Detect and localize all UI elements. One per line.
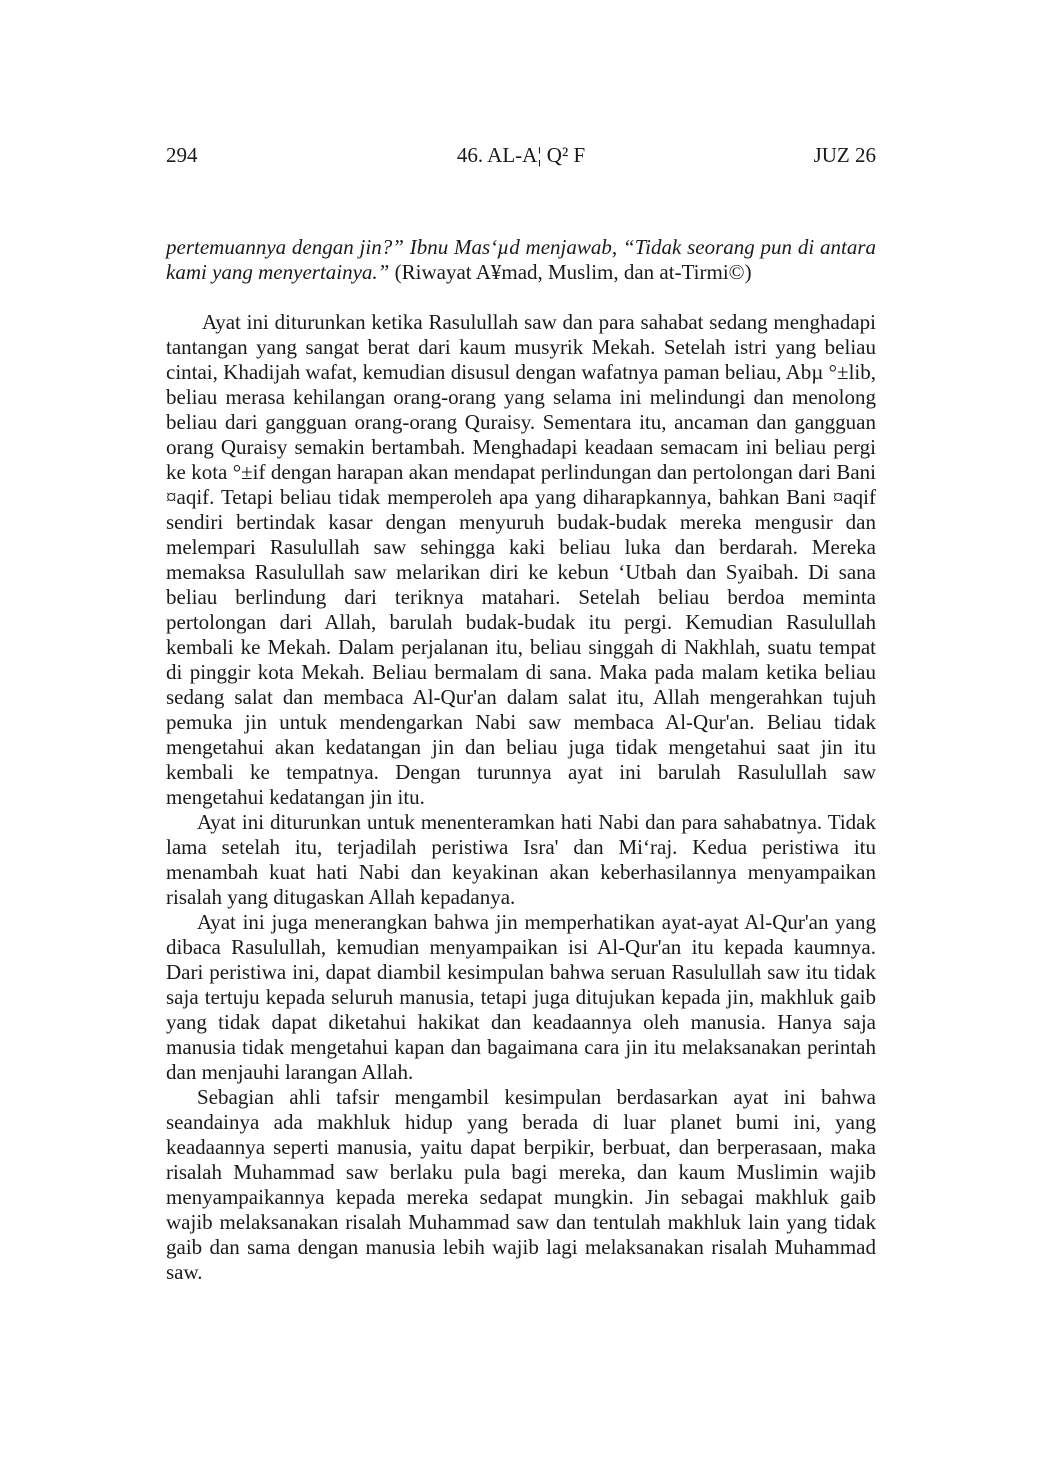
page-body [166, 235, 876, 1285]
chapter-title: 46. AL-A¦ Q² F [456, 143, 586, 167]
page-number: 294 [166, 143, 198, 167]
paragraph: Sebagian ahli tafsir mengambil kesimpulan berdasarkan ayat ini bahwa seandainya ada makhluk hidup yang berada di luar planet bumi ini, yang keadaannya seperti manusia, yaitu dapat berpikir, berbuat, dan berperasaan, maka risalah Muhammad saw berlaku pula bagi mereka, dan kaum Muslimin wajib menyampaikannya kepada mereka sedapat mungkin. Jin sebagai makhluk gaib wajib melaksanakan risalah Muhammad saw dan tentulah makhluk lain yang tidak gaib dan sama dengan manusia lebih wajib lagi melaksanakan risalah Muhammad saw. [166, 1085, 876, 1284]
quote-text: pertemuannya dengan jin?” Ibnu Mas‘µd menjawab, “Tidak seorang pun di antara kami yang menyertainya.” [166, 235, 876, 284]
quote-citation: (Riwayat A¥mad, Muslim, dan at-Tirmi©) [389, 260, 752, 284]
hadith-quote [166, 235, 876, 285]
page-header [166, 143, 876, 173]
paragraph: Ayat ini diturunkan ketika Rasulullah saw dan para sahabat sedang menghadapi tantangan yang sangat berat dari kaum musyrik Mekah. Setelah istri yang beliau cintai, Khadijah wafat, kemudian disusul dengan wafatnya paman beliau, Abµ °±lib, beliau merasa kehilangan orang-orang yang selama ini melindungi dan menolong beliau dari gangguan orang-orang Quraisy. Sementara itu, ancaman dan gangguan orang Quraisy semakin bertambah. Menghadapi keadaan semacam ini beliau pergi ke kota °±if dengan harapan akan mendapat perlindungan dan pertolongan dari Bani ¤aqif. Tetapi beliau tidak memperoleh apa yang diharapkannya, bahkan Bani ¤aqif sendiri bertindak kasar dengan menyuruh budak-budak mereka mengusir dan melempari Rasulullah saw sehingga kaki beliau luka dan berdarah. Mereka memaksa Rasulullah saw melarikan diri ke kebun ‘Utbah dan Syaibah. Di sana beliau berlindung dari teriknya matahari. Setelah beliau berdoa meminta pertolongan dari Allah, barulah budak-budak itu pergi. Kemudian Rasulullah kembali ke Mekah. Dalam perjalanan itu, beliau singgah di Nakhlah, suatu tempat di pinggir kota Mekah. Beliau bermalam di sana. Maka pada malam ketika beliau sedang salat dan membaca Al-Qur'an dalam salat itu, Allah mengerahkan tujuh pemuka jin untuk mendengarkan Nabi saw membaca Al-Qur'an. Beliau tidak mengetahui akan kedatangan jin dan beliau juga tidak mengetahui saat jin itu kembali ke tempatnya. Dengan turunnya ayat ini barulah Rasulullah saw mengetahui kedatangan jin itu. [166, 310, 876, 809]
paragraph: Ayat ini diturunkan untuk menenteramkan hati Nabi dan para sahabatnya. Tidak lama setelah itu, terjadilah peristiwa Isra' dan Mi‘raj. Kedua peristiwa itu menambah kuat hati Nabi dan keyakinan akan keberhasilannya menyampaikan risalah yang ditugaskan Allah kepadanya. [166, 810, 876, 909]
juz-label: JUZ 26 [813, 143, 876, 167]
paragraph: Ayat ini juga menerangkan bahwa jin memperhatikan ayat-ayat Al-Qur'an yang dibaca Rasulullah, kemudian menyampaikan isi Al-Qur'an itu kepada kaumnya. Dari peristiwa ini, dapat diambil kesimpulan bahwa seruan Rasulullah saw itu tidak saja tertuju kepada seluruh manusia, tetapi juga ditujukan kepada jin, makhluk gaib yang tidak dapat diketahui hakikat dan keadaannya oleh manusia. Hanya saja manusia tidak mengetahui kapan dan bagaimana cara jin itu melaksanakan perintah dan menjauhi larangan Allah. [166, 910, 876, 1084]
